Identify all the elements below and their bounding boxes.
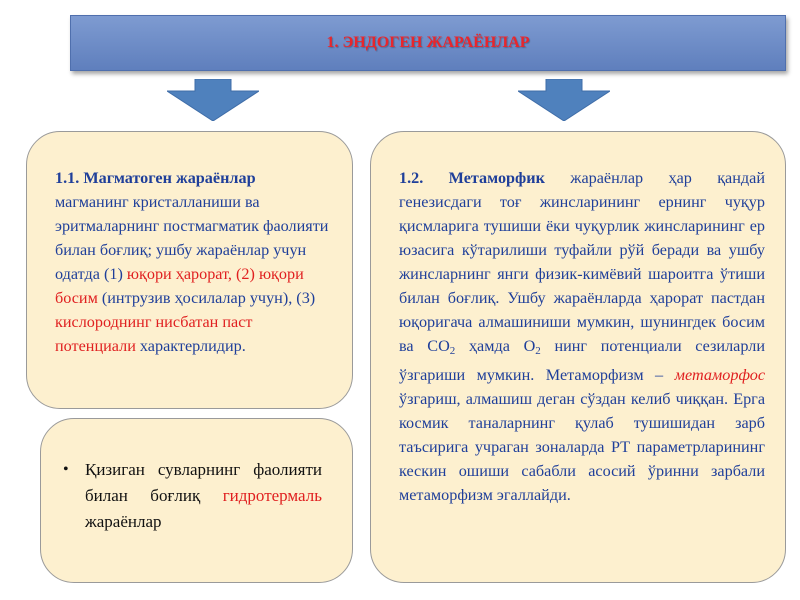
o2-subscript: 2 (535, 345, 541, 357)
magmatic-text-3: характерлидир. (135, 337, 246, 355)
metamorphic-paragraph (399, 166, 765, 507)
page-title: 1. ЭНДОГЕН ЖАРАЁНЛАР (326, 34, 530, 51)
metamorphic-text-3: нинг потенциали сезиларли ўзгариши мумкин. Метаморфизм – (399, 337, 765, 384)
co2-subscript: 2 (449, 345, 456, 357)
magmatic-heading: 1.1. Магматоген жараёнлар (55, 169, 256, 187)
metamorphic-box (370, 131, 786, 583)
magmatic-paragraph (55, 166, 332, 358)
magmatic-text-2: (интрузив ҳосилалар учун), (3) (97, 289, 316, 307)
hydrothermal-text-1: Қизиган сувларнинг фаолияти билан боғлиқ (85, 460, 322, 505)
hydrothermal-bullet-item (63, 457, 322, 535)
magmatic-red-2: кислороднинг нисбатан паст потенциали (55, 313, 253, 355)
hydrothermal-text-2: жараёнлар (85, 512, 162, 531)
title-banner (70, 15, 786, 71)
metamorphos-term: метаморфос (674, 366, 765, 384)
metamorphic-heading: 1.2. Метаморфик (399, 169, 545, 187)
metamorphic-text-4: ўзгариш, алмашиш деган сўздан келиб чиққан. Ерга космик таналарнинг қулаб тушишидан зарб таъсирига учраган зоналарда РТ параметрларининг кескин ошиши сабабли асосий ўринни зарбали метаморфизм эгаллайди. (399, 390, 765, 504)
metamorphic-text-2: ҳамда O (455, 337, 536, 355)
magmatic-box (26, 131, 353, 409)
magmatic-red-1: юқори ҳарорат, (2) юқори босим (55, 265, 304, 307)
down-arrow-left-icon (167, 79, 259, 121)
hydrothermal-box (40, 418, 353, 583)
metamorphic-text-1: жараёнлар ҳар қандай генезисдаги тоғ жинсларининг ернинг чуқур қисмларига тушиши ёки чуқурлик жинсларининг ер юзасига кўтарилиши туфайли рўй беради ва ушбу жинсларнинг янги физик-кимёвий шароитга ўтиши билан боғлиқ. Ушбу жараёнларда ҳарорат пастдан юқоригача алмашиниши мумкин, шунингдек босим ва CO (399, 169, 765, 355)
hydrothermal-term: гидротермаль (222, 486, 322, 505)
magmatic-text-1: магманинг кристалланиши ва эритмаларнинг постмагматик фаолияти билан боғлиқ; ушбу жараёнлар учун одатда (1) (55, 193, 329, 283)
down-arrow-right-icon (518, 79, 610, 121)
bullet-icon: • (63, 461, 69, 478)
